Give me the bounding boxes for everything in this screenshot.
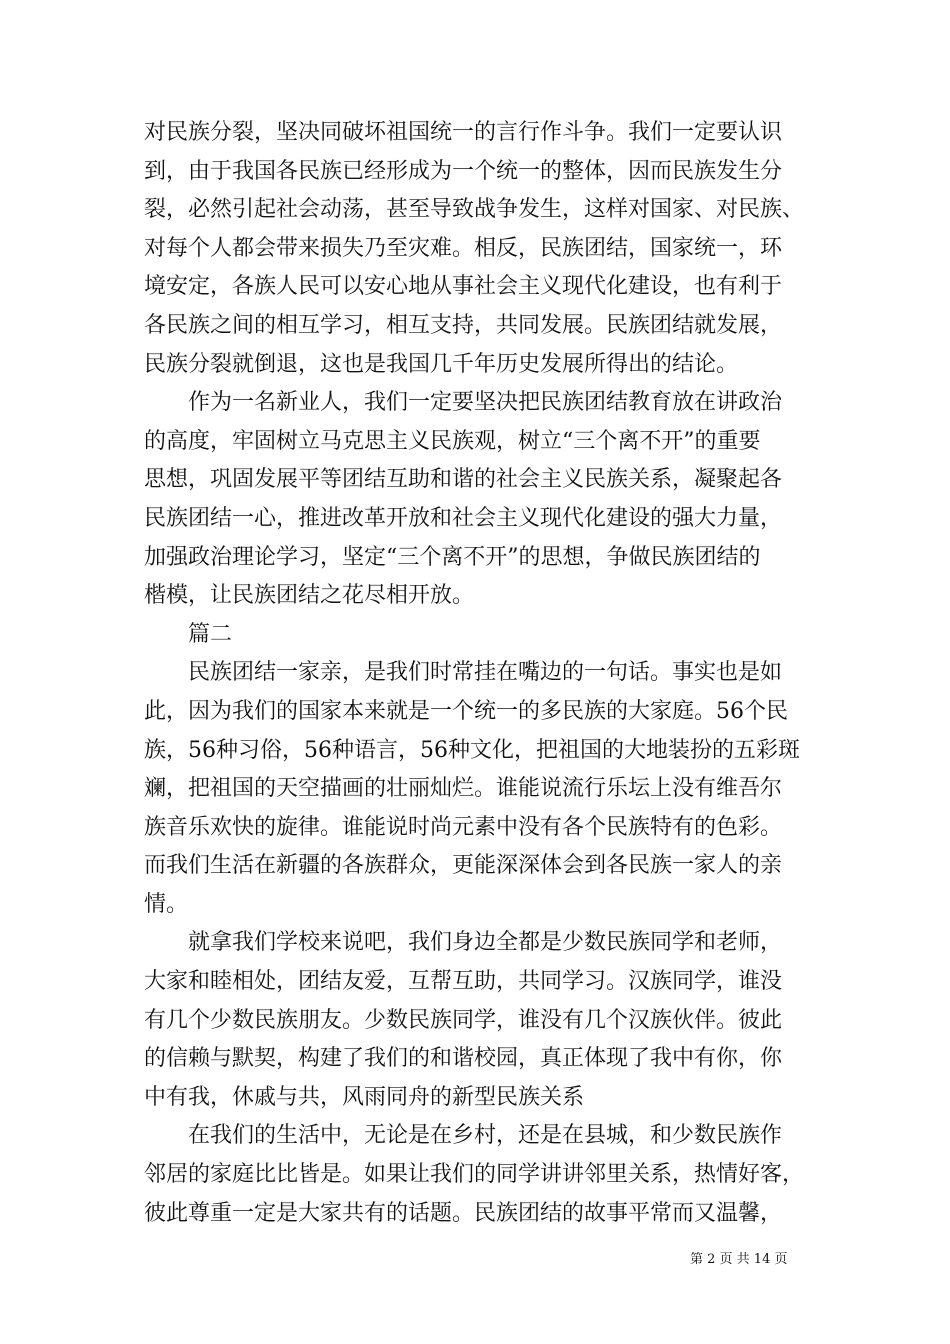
text-line: 彼此尊重一定是大家共有的话题。民族团结的故事平常而又温馨，: [144, 1200, 783, 1226]
text-line: 思想，巩固发展平等团结互助和谐的社会主义民族关系，凝聚起各: [144, 467, 783, 493]
text-line: 斓，把祖国的天空描画的壮丽灿烂。谁能说流行乐坛上没有维吾尔: [144, 776, 783, 802]
text-line: 有几个少数民族朋友。少数民族同学，谁没有几个汉族伙伴。彼此: [144, 1007, 783, 1033]
text-line: 民族团结一心，推进改革开放和社会主义现代化建设的强大力量，: [144, 505, 783, 531]
paragraph-start-line: 作为一名新业人，我们一定要坚决把民族团结教育放在讲政治: [188, 390, 783, 416]
text-line: 境安定，各族人民可以安心地从事社会主义现代化建设，也有利于: [144, 274, 783, 300]
text-line: 而我们生活在新疆的各族群众，更能深深体会到各民族一家人的亲: [144, 853, 783, 879]
text-line: 加强政治理论学习，坚定“三个离不开”的思想，争做民族团结的: [144, 544, 761, 570]
text-line: 族，56种习俗，56种语言，56种文化，把祖国的大地装扮的五彩斑: [144, 737, 800, 763]
page-number-footer: 第 2 页 共 14 页: [690, 1252, 788, 1267]
text-line: 中有我，休戚与共，风雨同舟的新型民族关系: [144, 1084, 585, 1110]
text-line: 楷模，让民族团结之花尽相开放。: [144, 583, 475, 609]
text-line: 情。: [144, 891, 189, 917]
text-line: 的信赖与默契，构建了我们的和谐校园，真正体现了我中有你，你: [144, 1046, 783, 1072]
text-line: 此，因为我们的国家本来就是一个统一的多民族的大家庭。56个民: [144, 698, 788, 724]
text-line: 各民族之间的相互学习，相互支持，共同发展。民族团结就发展，: [144, 312, 783, 338]
text-line: 到，由于我国各民族已经形成为一个统一的整体，因而民族发生分: [144, 158, 783, 184]
paragraph-start-line: 在我们的生活中，无论是在乡村，还是在县城，和少数民族作: [188, 1123, 783, 1149]
text-line: 大家和睦相处，团结友爱，互帮互助，共同学习。汉族同学，谁没: [144, 969, 783, 995]
text-line: 民族分裂就倒退，这也是我国几千年历史发展所得出的结论。: [144, 351, 739, 377]
text-line: 族音乐欢快的旋律。谁能说时尚元素中没有各个民族特有的色彩。: [144, 814, 783, 840]
text-line: 裂，必然引起社会动荡，甚至导致战争发生，这样对国家、对民族、: [144, 197, 805, 223]
text-line: 对每个人都会带来损失乃至灾难。相反，民族团结，国家统一，环: [144, 235, 783, 261]
text-line: 对民族分裂，坚决同破坏祖国统一的言行作斗争。我们一定要认识: [144, 120, 783, 145]
section-heading: 篇二: [188, 621, 233, 647]
paragraph-start-line: 民族团结一家亲，是我们时常挂在嘴边的一句话。事实也是如: [188, 660, 783, 686]
document-body: [144, 114, 814, 1233]
text-line: 邻居的家庭比比皆是。如果让我们的同学讲讲邻里关系，热情好客，: [144, 1162, 805, 1188]
paragraph-start-line: 就拿我们学校来说吧，我们身边全都是少数民族同学和老师，: [188, 930, 783, 956]
text-line: 的高度，牢固树立马克思主义民族观，树立“三个离不开”的重要: [144, 428, 761, 454]
